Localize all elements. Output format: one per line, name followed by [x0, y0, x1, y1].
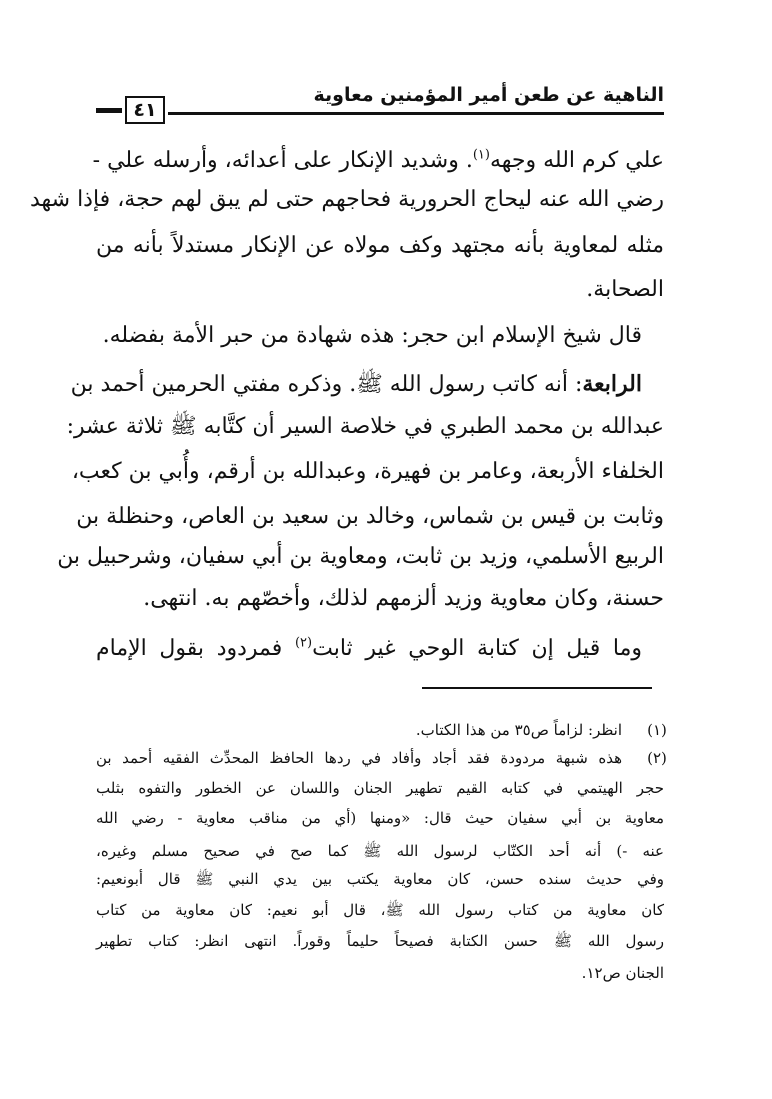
body-line-10: الربيع الأسلمي، وزيد بن ثابت، ومعاوية بن أبي سفيان، وشرحبيل بن: [57, 544, 664, 569]
footnote-2-line-3: معاوية بن أبي سفيان حيث قال: «ومنها (أي من مناقب معاوية - رضي الله: [96, 809, 664, 827]
footnote-2-number: (٢): [647, 749, 667, 767]
keyword-rabia: الرابعة: [582, 371, 642, 397]
page-number: ٤١: [125, 96, 165, 124]
footnote-2-line-4: عنه -) أنه أحد الكتّاب لرسول الله ﷺ كما صح في صحيح مسلم وغيره،: [96, 842, 664, 860]
body-line-1: علي كرم الله وجهه$^{(١)}$. وشديد الإنكار على أعدائه، وأرسله علي -: [92, 147, 664, 173]
body-line-2: رضي الله عنه ليحاج الحرورية فحاجهم حتى لم يبق لهم حجة، فإذا شهد: [29, 187, 664, 212]
footnote-2-line-5: وفي حديث سنده حسن، كان معاوية يكتب بين يدي النبي ﷺ قال أبونعيم:: [96, 870, 664, 888]
footnote-2-line-1: هذه شبهة مردودة فقد أجاد وأفاد في ردها الحافظ المحدِّث الفقيه أحمد بن: [96, 749, 622, 767]
body-line-6: الرابعة: أنه كاتب رسول الله ﷺ. وذكره مفتي الحرمين أحمد بن: [70, 371, 642, 397]
footnote-separator: [422, 687, 652, 689]
body-line-3: مثله لمعاوية بأنه مجتهد وكف مولاه عن الإنكار مستدلاً بأنه من: [96, 233, 664, 258]
body-line-8: الخلفاء الأربعة، وعامر بن فهيرة، وعبدالله بن أرقم، وأُبي بن كعب،: [71, 459, 664, 484]
body-line-11: حسنة، وكان معاوية وزيد ألزمهم لذلك، وأخصّهم به. انتهى.: [143, 586, 664, 611]
footnote-2-line-7: رسول الله ﷺ حسن الكتابة فصيحاً حليماً وقوراً. انتهى انظر: كتاب تطهير: [96, 932, 664, 950]
footnote-ref-1: (١): [472, 147, 490, 163]
body-line-5: قال شيخ الإسلام ابن حجر: هذه شهادة من حبر الأمة بفضله.: [102, 323, 642, 348]
footnote-2-line-8: الجنان ص١٢.: [581, 964, 664, 982]
running-header-title: الناهية عن طعن أمير المؤمنين معاوية: [313, 84, 664, 106]
footnote-2-line-2: حجر الهيتمي في كتابه القيم تطهير الجنان واللسان عن الخطور والتفوه بثلب: [96, 779, 664, 797]
footnote-2-line-6: كان معاوية من كتاب رسول الله ﷺ، قال أبو نعيم: كان معاوية من كتاب: [96, 901, 664, 919]
footnote-ref-2: (٢): [294, 635, 313, 651]
footnote-1-number: (١): [647, 721, 667, 739]
body-line-9: وثابت بن قيس بن شماس، وخالد بن سعيد بن العاص، وحنظلة بن: [76, 504, 664, 529]
header-rule: [168, 112, 664, 115]
footnote-1-text: انظر: لزاماً ص٣٥ من هذا الكتاب.: [415, 721, 622, 739]
body-line-12: وما قيل إن كتابة الوحي غير ثابت$^{(٢)}$ فمردود بقول الإمام: [96, 635, 642, 661]
body-line-7: عبدالله بن محمد الطبري في خلاصة السير أن كتَّابه ﷺ ثلاثة عشر:: [66, 414, 664, 439]
body-line-4: الصحابة.: [586, 277, 664, 302]
header-dash-ornament: [96, 108, 122, 113]
